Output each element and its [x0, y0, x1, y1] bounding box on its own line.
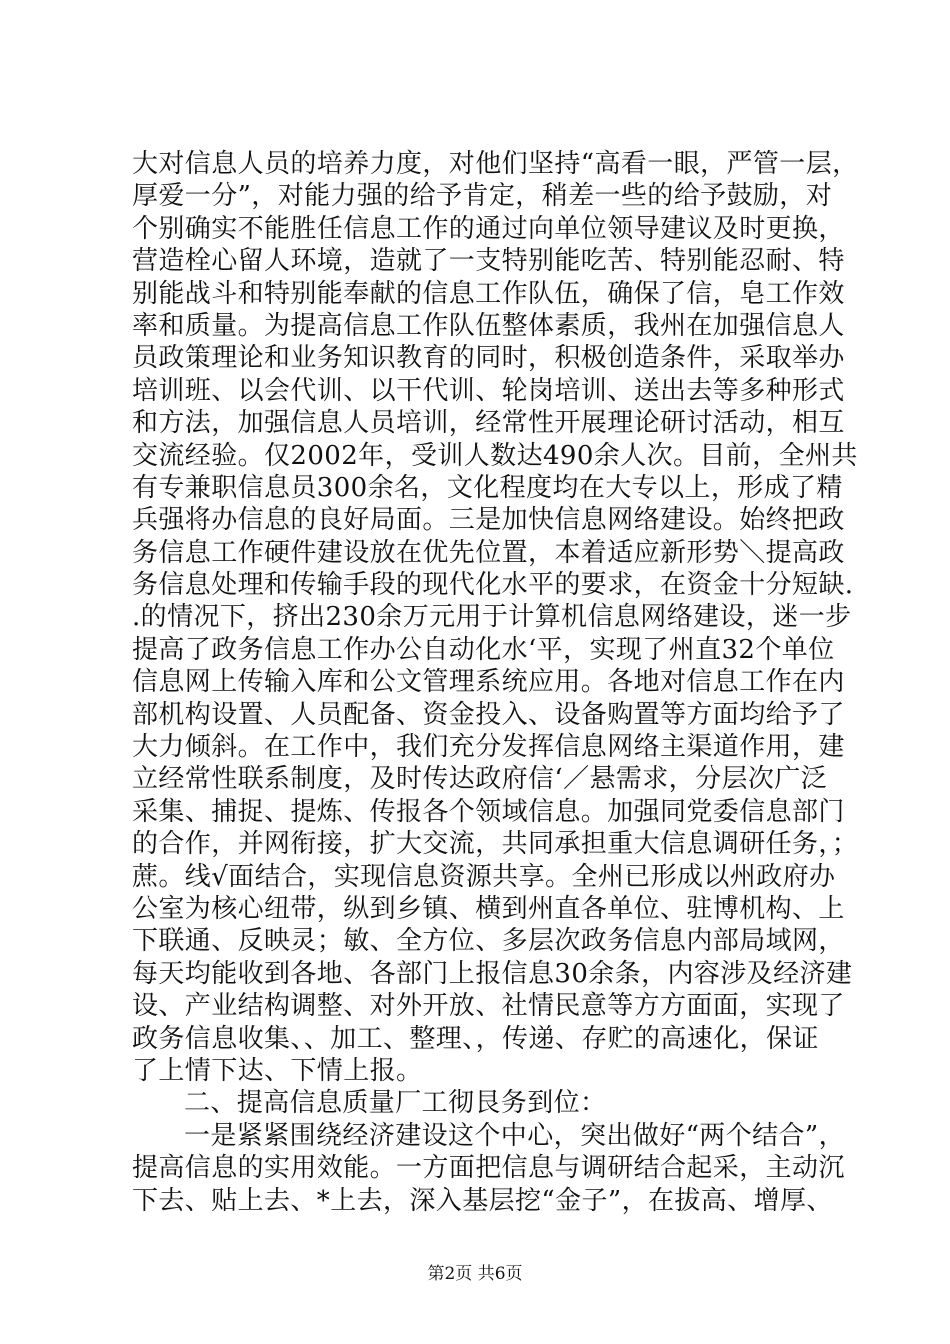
text-line: 大力倾斜。在工作中，我们充分发挥信息网络主渠道作用，建: [132, 732, 845, 763]
text-line: 提高了政务信息工作办公自动化水‘平，实现了州直32个单位: [132, 634, 835, 665]
text-line: 厚爱一分”，对能力强的给予肯定，稍差一些的给予鼓励，对: [132, 181, 833, 212]
text-line: 务信息处理和传输手段的现代化水平的要求，在资金十分短缺.: [132, 570, 854, 601]
text-line: 有专兼职信息员300余名，文化程度均在大专以上，形成了精: [132, 472, 843, 503]
page-footer: 第2页 共6页: [427, 1264, 523, 1284]
text-line: 交流经验。仅2002年，受训人数达490余人次。目前，全州共: [132, 440, 858, 471]
text-line: 个别确实不能胜任信息工作的通过向单位领导建议及时更换，: [132, 213, 845, 244]
text-line: 立经常性联系制度，及时传达政府信‘／悬需求，分层次广泛: [132, 764, 828, 795]
body-text: [132, 148, 859, 1217]
text-line: 一是紧紧围绕经济建设这个中心，突出做好“两个结合”，: [184, 1120, 845, 1151]
text-line: .的情况下，挤出230余万元用于计算机信息网络建设，迷一步: [132, 602, 852, 633]
text-line: 营造栓心留人环境，造就了一支特别能吃苦、特别能忍耐、特: [132, 246, 845, 277]
text-line: 了上情下达、下情上报。: [132, 1055, 423, 1086]
text-line: 信息网上传输入库和公文管理系统应用。各地对信息工作在内: [132, 667, 845, 698]
text-line: 每天均能收到各地、各部门上报信息30余条，内容涉及经济建: [132, 958, 853, 989]
text-line: 大对信息人员的培养力度，对他们坚持“高看一眼，严管一层，: [132, 149, 859, 179]
text-line: 蔗。线√面结合，实现信息资源共享。全州已形成以州政府办: [132, 861, 836, 892]
text-line: 的合作，并网衔接，扩大交流，共同承担重大信息调研任务，；: [132, 829, 859, 860]
text-line: 和方法，加强信息人员培训，经常性开展理论研讨活动，相互: [132, 408, 845, 439]
text-line: 采集、捕捉、提炼、传报各个领域信息。加强同党委信息部门: [132, 796, 845, 827]
text-line: 提高信息的实用效能。一方面把信息与调研结合起采，主动沉: [132, 1153, 845, 1184]
text-line: 员政策理论和业务知识教育的同时，积极创造条件，采取举办: [132, 343, 845, 374]
text-line: 部机构设置、人员配备、资金投入、设备购置等方面均给予了: [132, 699, 845, 730]
text-line: 政务信息收集、、加工、整理、，传递、存贮的高速化，保证: [132, 1023, 819, 1054]
text-line: 兵强将办信息的良好局面。三是加快信息网络建设。始终把政: [132, 505, 845, 536]
text-line: 设、产业结构调整、对外开放、社情民意等方方面面，实现了: [132, 991, 845, 1022]
text-line: 率和质量。为提高信息工作队伍整体素质，我州在加强信息人: [132, 310, 845, 341]
text-line: 别能战斗和特别能奉献的信息工作队伍，确保了信，皂工作效: [132, 278, 845, 309]
text-line: 下去、贴上去、*上去，深入基层挖“金子”，在拔高、增厚、: [132, 1185, 833, 1216]
text-line: 务信息工作硬件建设放在优先位置，本着适应新形势＼提高政: [132, 537, 845, 568]
text-line: 公室为核心纽带，纵到乡镇、横到州直各单位、驻博机构、上: [132, 893, 845, 924]
text-line: 下联通、反映灵；敏、全方位、多层次政务信息内部局域网，: [132, 926, 845, 957]
text-line: 二、提高信息质量厂工彻艮务到位：: [184, 1088, 607, 1119]
text-line: 培训班、以会代训、以干代训、轮岗培训、送出去等多种形式: [132, 375, 845, 406]
